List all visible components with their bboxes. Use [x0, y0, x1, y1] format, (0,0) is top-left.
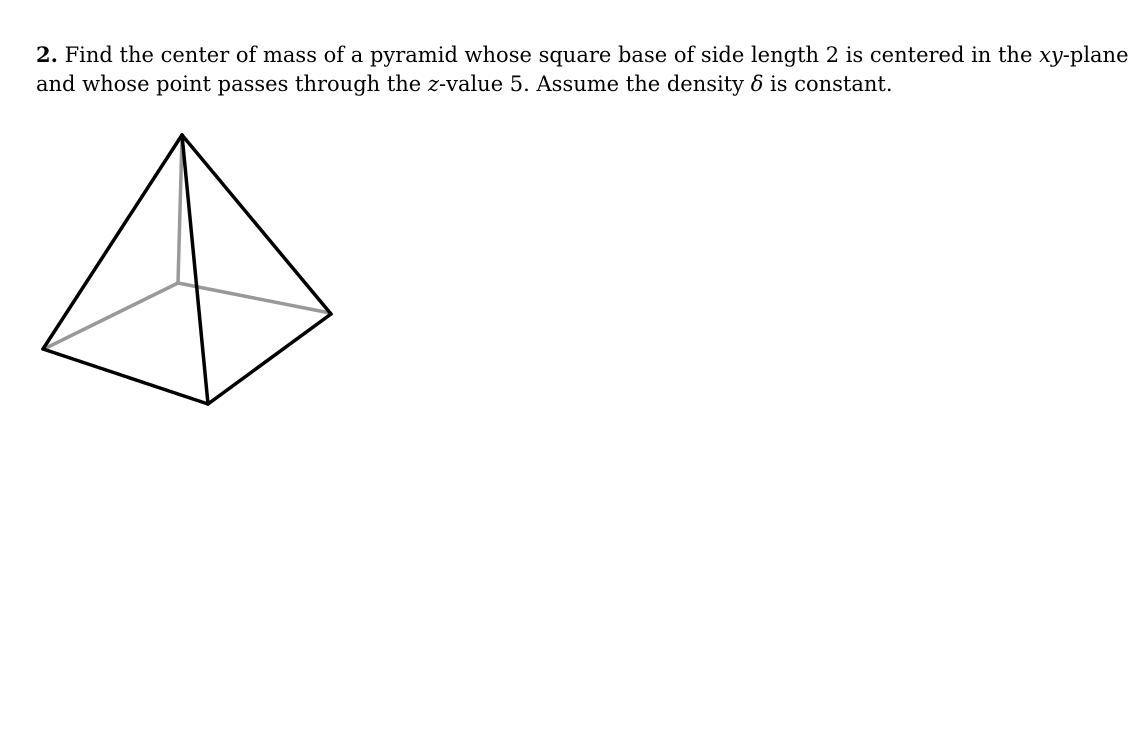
problem-statement — [36, 40, 1129, 99]
pyramid-edge-base-front-right — [208, 314, 331, 404]
problem-line-2 — [36, 70, 1106, 99]
pyramid-edge-base-front-left — [43, 349, 208, 404]
math-delta: δ — [750, 72, 764, 96]
problem-text-2a: and whose point passes through the — [36, 72, 428, 96]
problem-text-1b: -plane — [1062, 43, 1129, 67]
problem-text-1a: Find the center of mass of a pyramid whose square base of side length 2 is centered in the — [57, 43, 1040, 67]
problem-text-2c: is constant. — [763, 72, 893, 96]
math-z: z — [427, 72, 439, 96]
pyramid-figure — [30, 125, 350, 425]
pyramid-edge-apex-front — [182, 135, 208, 404]
math-xy: xy — [1039, 43, 1063, 67]
problem-text-2b: -value 5. Assume the density — [438, 72, 751, 96]
problem-line-1 — [36, 40, 1129, 70]
problem-number: 2. — [36, 42, 58, 67]
pyramid-hidden-edge-apex-back — [178, 137, 182, 283]
